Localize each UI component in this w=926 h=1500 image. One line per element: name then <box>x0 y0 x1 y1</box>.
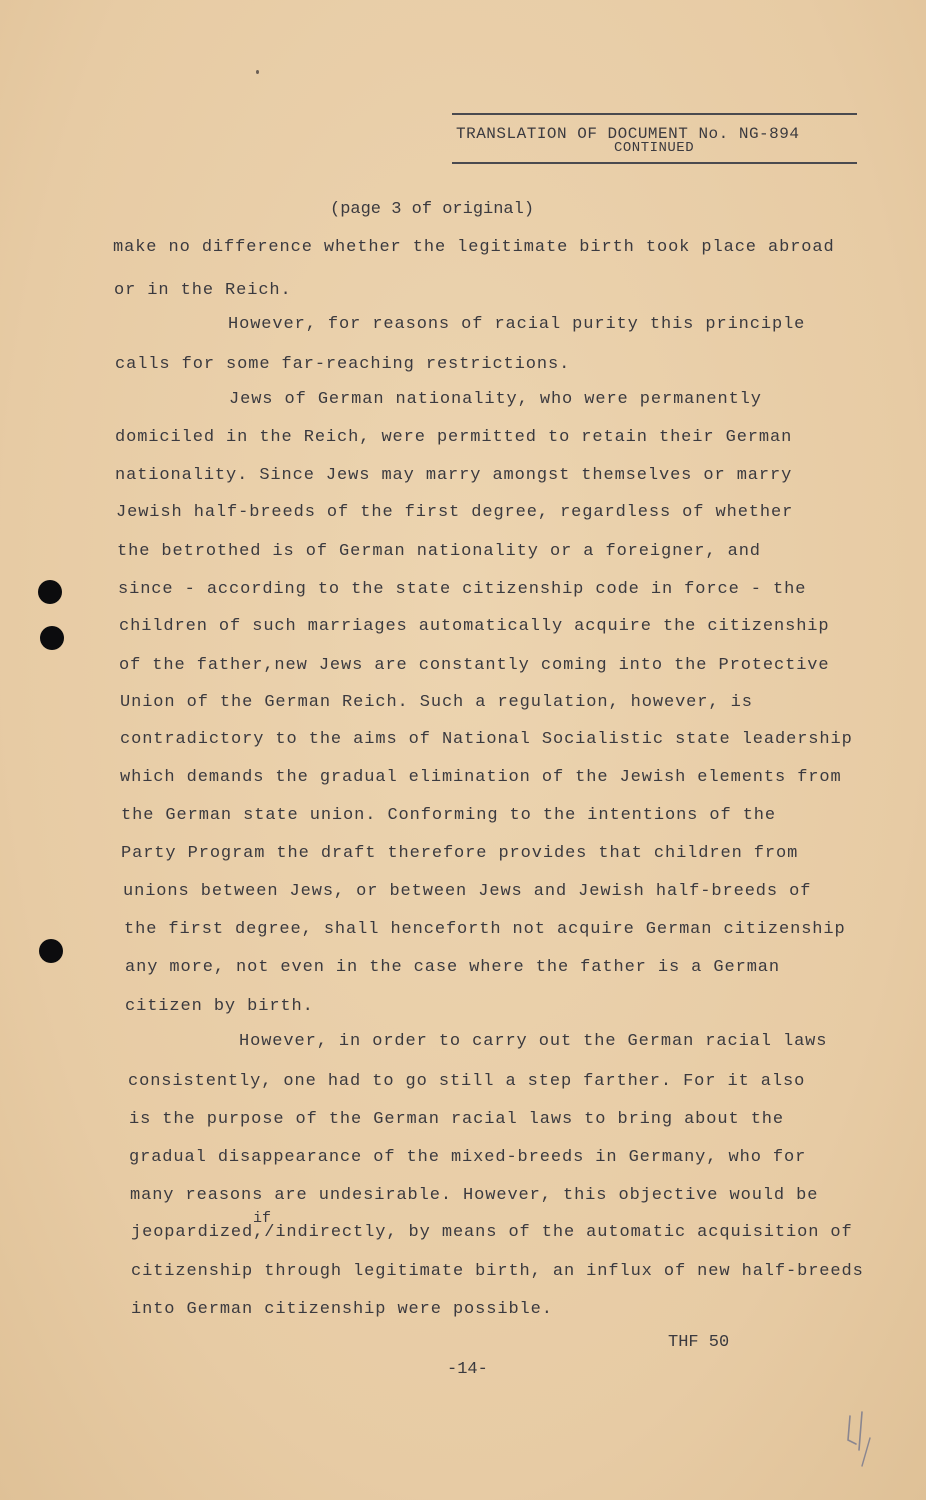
body-line: However, for reasons of racial purity this principle <box>228 315 806 334</box>
header-continued: CONTINUED <box>614 140 695 156</box>
handwritten-insertion: if <box>253 1210 272 1227</box>
body-line: is the purpose of the German racial laws to bring about the <box>129 1110 784 1129</box>
body-line: which demands the gradual elimination of the Jewish elements from <box>120 768 842 787</box>
body-line: calls for some far-reaching restrictions. <box>115 355 571 374</box>
body-line: Jewish half-breeds of the first degree, regardless of whether <box>116 503 794 522</box>
body-line: Jews of German nationality, who were permanently <box>229 390 762 409</box>
body-line: children of such marriages automatically acquire the citizenship <box>119 617 830 636</box>
body-line: citizenship through legitimate birth, an influx of new half-breeds <box>131 1262 864 1281</box>
body-line: the German state union. Conforming to the intentions of the <box>121 806 776 825</box>
body-line: nationality. Since Jews may marry amongst themselves or marry <box>115 466 793 485</box>
body-line: since - according to the state citizenship code in force - the <box>118 580 807 599</box>
body-line: contradictory to the aims of National Socialistic state leadership <box>120 730 853 749</box>
punch-hole <box>38 580 62 604</box>
body-line: or in the Reich. <box>114 281 292 300</box>
body-line: Party Program the draft therefore provides that children from <box>121 844 799 863</box>
header-title: TRANSLATION OF DOCUMENT No. NG-894 <box>456 125 800 143</box>
body-line: make no difference whether the legitimate birth took place abroad <box>113 238 835 257</box>
body-line: citizen by birth. <box>125 997 314 1016</box>
body-line: the first degree, shall henceforth not acquire German citizenship <box>124 920 846 939</box>
body-line: consistently, one had to go still a step farther. For it also <box>128 1072 806 1091</box>
page-reference: (page 3 of original) <box>330 200 535 219</box>
body-line: However, in order to carry out the German racial laws <box>239 1032 828 1051</box>
body-line: into German citizenship were possible. <box>131 1300 553 1319</box>
body-line: domiciled in the Reich, were permitted to retain their German <box>115 428 793 447</box>
body-line: many reasons are undesirable. However, this objective would be <box>130 1186 819 1205</box>
paper-speck <box>256 70 259 74</box>
body-line: Union of the German Reich. Such a regulation, however, is <box>120 693 753 712</box>
body-line: unions between Jews, or between Jews and Jewish half-breeds of <box>123 882 812 901</box>
body-line: any more, not even in the case where the father is a German <box>125 958 780 977</box>
document-header <box>452 113 857 164</box>
punch-hole <box>39 939 63 963</box>
body-line: jeopardized,/indirectly, by means of the automatic acquisition of <box>131 1223 853 1242</box>
body-line: of the father,new Jews are constantly coming into the Protective <box>119 656 830 675</box>
punch-hole <box>40 626 64 650</box>
document-stamp: THF 50 <box>668 1333 730 1352</box>
body-line: the betrothed is of German nationality or a foreigner, and <box>117 542 761 561</box>
body-line: gradual disappearance of the mixed-breeds in Germany, who for <box>129 1148 807 1167</box>
handwritten-mark-icon <box>840 1410 880 1470</box>
page-number: -14- <box>447 1360 488 1379</box>
